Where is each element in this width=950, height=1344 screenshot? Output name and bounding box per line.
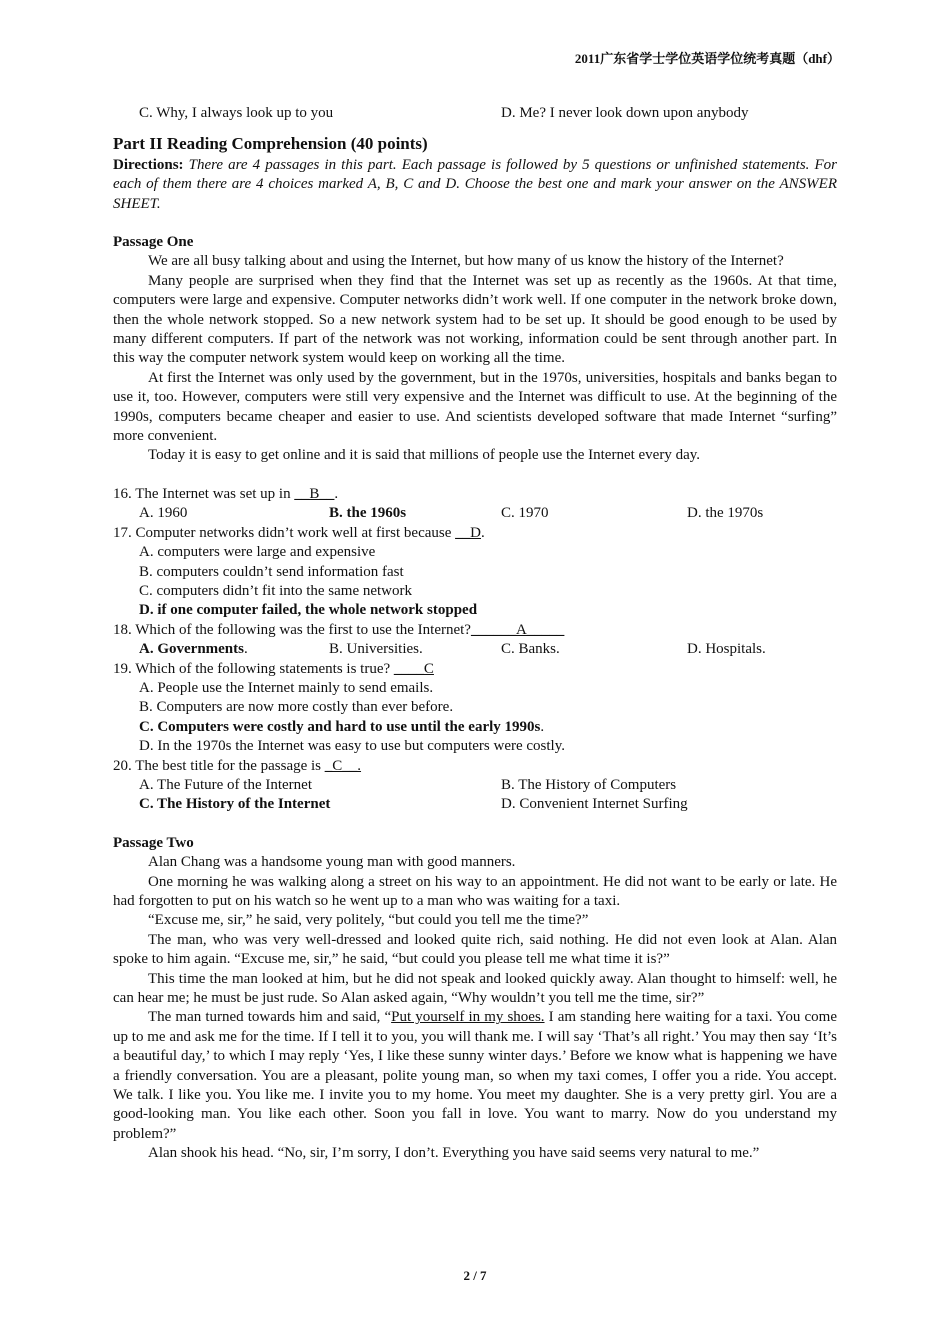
passage-paragraph: At first the Internet was only used by the government, but in the 1970s, universities, hospitals and banks began to use it, too. However, computers were still very expensive and the Internet was difficult to use. At the beginning of the 1990s, computers became cheaper and easier to use. And scientists developed software that made Internet “surfing” more convenient. [113,369,837,445]
question-17: 17. Computer networks didn’t work well at first because __D. [113,524,485,541]
option-a: A. computers were large and expensive [139,544,376,561]
option-c: C. Why, I always look up to you [139,105,334,121]
option-d: D. Hospitals. [687,641,766,658]
question-16-options [113,504,837,523]
page-header: 2011广东省学士学位英语学位统考真题（dhf） [574,51,840,66]
page-number: 2 / 7 [463,1268,487,1283]
option-b: B. computers couldn’t send information fast [139,563,404,580]
page-content [113,104,837,1164]
part-title: Part II Reading Comprehension (40 points) [113,134,428,154]
passage-paragraph: “Excuse me, sir,” he said, very politely, “but could you tell me the time?” [148,912,589,929]
option-b: B. Universities. [329,641,423,658]
question-16: 16. The Internet was set up in __B__. [113,485,339,502]
passage-one-title: Passage One [113,234,194,251]
passage-paragraph: Alan Chang was a handsome young man with good manners. [148,854,516,871]
option-b: B. The History of Computers [501,776,677,793]
option-c: C. Banks. [501,641,560,658]
option-c: C. The History of the Internet [139,796,331,813]
question-18: 18. Which of the following was the first to use the Internet?______A_____ [113,621,565,638]
answer-20: _C__. [324,757,362,774]
directions [113,156,837,214]
passage-paragraph: This time the man looked at him, but he did not speak and looked quickly away. Alan thought to himself: well, he can hear me; he must be just rude. So Alan asked again, “Why wouldn’t you tell me the time, sir?” [113,970,837,1006]
option-a: A. People use the Internet mainly to send emails. [139,679,434,696]
option-c: C. Computers were costly and hard to use until the early 1990s. [139,718,545,735]
passage-paragraph: Alan shook his head. “No, sir, I’m sorry, I don’t. Everything you have said seems very natural to me.” [148,1145,760,1162]
question-18-options [113,640,837,659]
passage-two-title: Passage Two [113,834,194,851]
passage-paragraph: We are all busy talking about and using the Internet, but how many of us know the history of the Internet? [148,253,784,270]
answer-16: __B__ [294,485,335,502]
option-c: C. 1970 [501,505,549,522]
question-19: 19. Which of the following statements is true? ____C [113,660,434,677]
passage-paragraph: The man turned towards him and said, “Put yourself in my shoes. I am standing here waiting for a taxi. You come up to me and ask me for the time. If I tell it to you, you will thank me. I will say ‘That’s all right.’ You may then say ‘It’s a beautiful day,’ to which I may reply ‘Yes, I like these sunny winter days.’ Before we know what is happening we have a friendly conversation. You are a pleasant, polite young man, so when my taxi comes, I offer you a ride. You accept. We talk. I like you. You like me. I invite you to my home. You meet my daughter. She is a very pretty girl. You are a good-looking man. You like each other. Soon you fall in love. You want to marry. Now do you understand my problem?” [113,1009,837,1142]
option-d: D. the 1970s [687,505,764,522]
option-b: B. the 1960s [329,505,407,522]
option-a: A. 1960 [139,505,188,522]
option-c: C. computers didn’t fit into the same network [139,582,413,599]
option-d: D. if one computer failed, the whole network stopped [139,602,478,619]
directions-text: There are 4 passages in this part. Each passage is followed by 5 questions or unfinished statements. For each of them there are 4 choices marked A, B, C and D. Choose the best one and mark your answer on the ANSWER SHEET. [113,156,837,212]
answer-17: __D [455,524,481,541]
option-d: D. Convenient Internet Surfing [501,796,688,813]
passage-paragraph: Many people are surprised when they find that the Internet was set up as recently as the 1960s. At that time, computers were large and expensive. Computer networks didn’t work well. If one computer in the network broke down, then the whole network stopped. So a new network system had to be set up. It should be good enough to be used by many different computers. If part of the network was not working, information could be sent through another part. In this way the computer network system would keep on working all the time. [113,272,837,367]
option-d: D. Me? I never look down upon anybody [501,105,749,121]
passage-paragraph: Today it is easy to get online and it is said that millions of people use the Internet every day. [148,447,701,464]
answer-19: ____C [393,660,434,677]
answer-18: ______A_____ [470,621,565,638]
directions-label: Directions: [113,156,184,173]
option-a: A. The Future of the Internet [139,776,313,793]
passage-paragraph: One morning he was walking along a street on his way to an appointment. He did not want to be early or late. He had forgotten to put on his watch so he went up to a man who was waiting for a taxi. [113,873,837,909]
underlined-phrase: Put yourself in my shoes. [391,1009,545,1026]
question-20-options-row2 [113,795,837,814]
option-a: A. Governments. [139,641,248,658]
question-20-options-row1 [113,776,837,795]
question-20: 20. The best title for the passage is _C__. [113,757,362,774]
option-d: D. In the 1970s the Internet was easy to use but computers were costly. [139,738,565,755]
option-b: B. Computers are now more costly than ever before. [139,699,454,716]
passage-paragraph: The man, who was very well-dressed and looked quite rich, said nothing. He did not even look at Alan. Alan spoke to him again. “Excuse me, sir,” he said, “but could you please tell me what time it is?” [113,931,837,968]
option-row [113,104,837,123]
